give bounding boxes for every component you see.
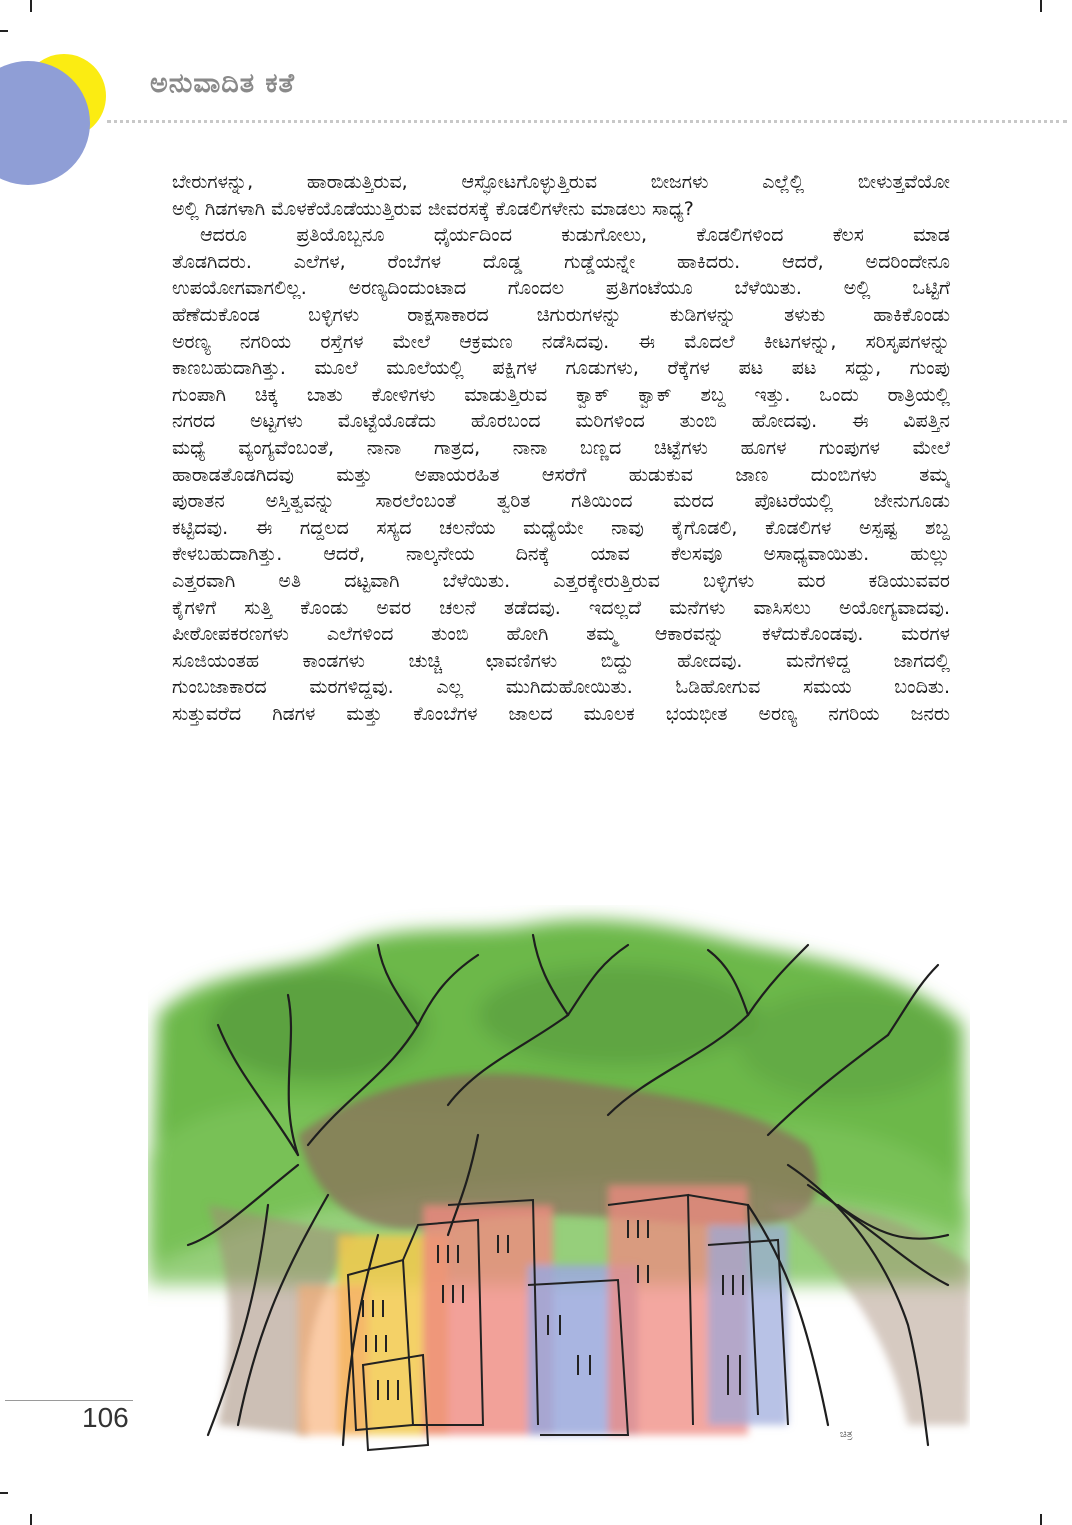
crop-mark (0, 1492, 8, 1494)
body-line: ಕಾಣಬಹುದಾಗಿತ್ತು. ಮೂಲೆ ಮೂಲೆಯಲ್ಲಿ ಪಕ್ಷಿಗಳ ಗೂಡುಗಳು, ರೆಕ್ಕೆಗಳ ಪಟ ಪಟ ಸದ್ದು, ಗುಂಪು (172, 357, 950, 380)
body-line: ಅಲ್ಲಿ ಗಿಡಗಳಾಗಿ ಮೊಳಕೆಯೊಡೆಯುತ್ತಿರುವ ಜೀವರಸಕ್ಕೆ ಕೊಡಲಿಗಳೇನು ಮಾಡಲು ಸಾಧ್ಯ? (172, 197, 694, 220)
body-line: ಕೈಗಳಿಗೆ ಸುತ್ತಿ ಕೊಂಡು ಅವರ ಚಲನೆ ತಡೆದವು. ಇದಲ್ಲದೆ ಮನೆಗಳು ವಾಸಿಸಲು ಅಯೋಗ್ಯವಾದವು. (172, 596, 950, 619)
section-title: ಅನುವಾದಿತ ಕತೆ (150, 68, 295, 99)
body-line: ನಗರದ ಅಟ್ಟಗಳು ಮೊಟ್ಟೆಯೊಡೆದು ಹೊರಬಂದ ಮರಿಗಳಿಂದ ತುಂಬಿ ಹೋದವು. ಈ ವಿಪತ್ತಿನ (172, 410, 950, 433)
body-line: ಮಧ್ಯೆ ವ್ಯಂಗ್ಯವೆಂಬಂತೆ, ನಾನಾ ಗಾತ್ರದ, ನಾನಾ ಬಣ್ಣದ ಚಿಟ್ಟೆಗಳು ಹೂಗಳ ಗುಂಪುಗಳ ಮೇಲೆ (172, 436, 950, 459)
body-text (172, 169, 950, 727)
body-line: ಸುತ್ತುವರೆದ ಗಿಡಗಳ ಮತ್ತು ಕೊಂಬೆಗಳ ಜಾಲದ ಮೂಲಕ ಭಯಭೀತ ಅರಣ್ಯ ನಗರಿಯ ಜನರು (172, 702, 950, 725)
body-line: ಪುರಾತನ ಅಸ್ತಿತ್ವವನ್ನು ಸಾರಲೆಂಬಂತೆ ತ್ವರಿತ ಗತಿಯಿಂದ ಮರದ ಪೊಟರೆಯಲ್ಲಿ ಜೇನುಗೂಡು (172, 490, 950, 513)
body-line: ಹೆಣೆದುಕೊಂಡ ಬಳ್ಳಿಗಳು ರಾಕ್ಷಸಾಕಾರದ ಚಿಗುರುಗಳನ್ನು ಕುಡಿಗಳನ್ನು ತಳುಕು ಹಾಕಿಕೊಂಡು (172, 303, 950, 326)
crop-mark (1040, 1514, 1042, 1525)
body-line: ಎತ್ತರವಾಗಿ ಅತಿ ದಟ್ಟವಾಗಿ ಬೆಳೆಯಿತು. ಎತ್ತರಕ್ಕೇರುತ್ತಿರುವ ಬಳ್ಳಿಗಳು ಮರ ಕಡಿಯುವವರ (172, 569, 950, 592)
body-line: ಗುಂಬಜಾಕಾರದ ಮರಗಳಿದ್ದವು. ಎಲ್ಲ ಮುಗಿದುಹೋಯಿತು. ಓಡಿಹೋಗುವ ಸಮಯ ಬಂದಿತು. (172, 676, 950, 699)
page-number: 106 (82, 1402, 129, 1433)
svg-text:ಚಿತ್ರ: ಚಿತ್ರ (840, 1429, 853, 1440)
artist-signature (840, 1429, 853, 1440)
body-line: ಆದರೂ ಪ್ರತಿಯೊಬ್ಬನೂ ಧೈರ್ಯದಿಂದ ಕುಡುಗೋಲು, ಕೊಡಲಿಗಳಿಂದ ಕೆಲಸ ಮಾಡ (200, 224, 950, 247)
body-line: ಸೂಜಿಯಂತಹ ಕಾಂಡಗಳು ಚುಚ್ಚಿ ಛಾವಣಿಗಳು ಬಿದ್ದು ಹೋದವು. ಮನೆಗಳಿದ್ದ ಜಾಗದಲ್ಲಿ (172, 649, 950, 672)
body-line: ತೊಡಗಿದರು. ಎಲೆಗಳ, ರೆಂಬೆಗಳ ದೊಡ್ಡ ಗುಡ್ಡೆಯನ್ನೇ ಹಾಕಿದರು. ಆದರೆ, ಅದರಿಂದೇನೂ (172, 250, 950, 273)
crop-mark (0, 30, 8, 32)
body-line: ಬೇರುಗಳನ್ನು, ಹಾರಾಡುತ್ತಿರುವ, ಆಸ್ಫೋಟಗೊಳ್ಳುತ್ತಿರುವ ಬೀಜಗಳು ಎಲ್ಲೆಲ್ಲಿ ಬೀಳುತ್ತವೆಯೋ (172, 171, 950, 193)
body-line: ಕೇಳಬಹುದಾಗಿತ್ತು. ಆದರೆ, ನಾಲ್ಕನೇಯ ದಿನಕ್ಕೆ ಯಾವ ಕೆಲಸವೂ ಅಸಾಧ್ಯವಾಯಿತು. ಹುಲ್ಲು (172, 543, 950, 566)
body-line: ಉಪಯೋಗವಾಗಲಿಲ್ಲ. ಅರಣ್ಯದಿಂದುಂಟಾದ ಗೊಂದಲ ಪ್ರತಿಗಂಟೆಯೂ ಬೆಳೆಯಿತು. ಅಲ್ಲಿ ಒಟ್ಟಿಗೆ (172, 277, 950, 300)
header-dotted-divider (107, 120, 1067, 123)
body-line: ಅರಣ್ಯ ನಗರಿಯ ರಸ್ತೆಗಳ ಮೇಲೆ ಆಕ್ರಮಣ ನಡೆಸಿದವು. ಈ ಮೊದಲೆ ಕೀಟಗಳನ್ನು, ಸರಿಸೃಪಗಳನ್ನು (172, 330, 950, 353)
body-line: ಕಟ್ಟಿದವು. ಈ ಗದ್ದಲದ ಸಸ್ಯದ ಚಲನೆಯ ಮಧ್ಯೆಯೇ ನಾವು ಕೈಗೊಡಲಿ, ಕೊಡಲಿಗಳ ಅಸ್ಪಷ್ಟ ಶಬ್ದ (172, 516, 950, 539)
crop-mark (1040, 0, 1042, 12)
crop-mark (30, 0, 32, 12)
body-line: ಹಾರಾಡತೊಡಗಿದವು ಮತ್ತು ಅಪಾಯರಹಿತ ಆಸರೆಗೆ ಹುಡುಕುವ ಜಾಣ ದುಂಬಿಗಳು ತಮ್ಮ (172, 463, 950, 486)
body-line: ಪೀಠೋಪಕರಣಗಳು ಎಲೆಗಳಿಂದ ತುಂಬಿ ಹೋಗಿ ತಮ್ಮ ಆಕಾರವನ್ನು ಕಳೆದುಕೊಂಡವು. ಮರಗಳ (172, 623, 950, 646)
tree-city-illustration (148, 905, 970, 1463)
footer-rule (5, 1400, 133, 1401)
crop-mark (30, 1514, 32, 1525)
body-line: ಗುಂಪಾಗಿ ಚಿಕ್ಕ ಬಾತು ಕೋಳಿಗಳು ಮಾಡುತ್ತಿರುವ ಕ್ವಾಕ್ ಕ್ವಾಕ್ ಶಬ್ದ ಇತ್ತು. ಒಂದು ರಾತ್ರಿಯಲ್ಲಿ (172, 383, 950, 406)
